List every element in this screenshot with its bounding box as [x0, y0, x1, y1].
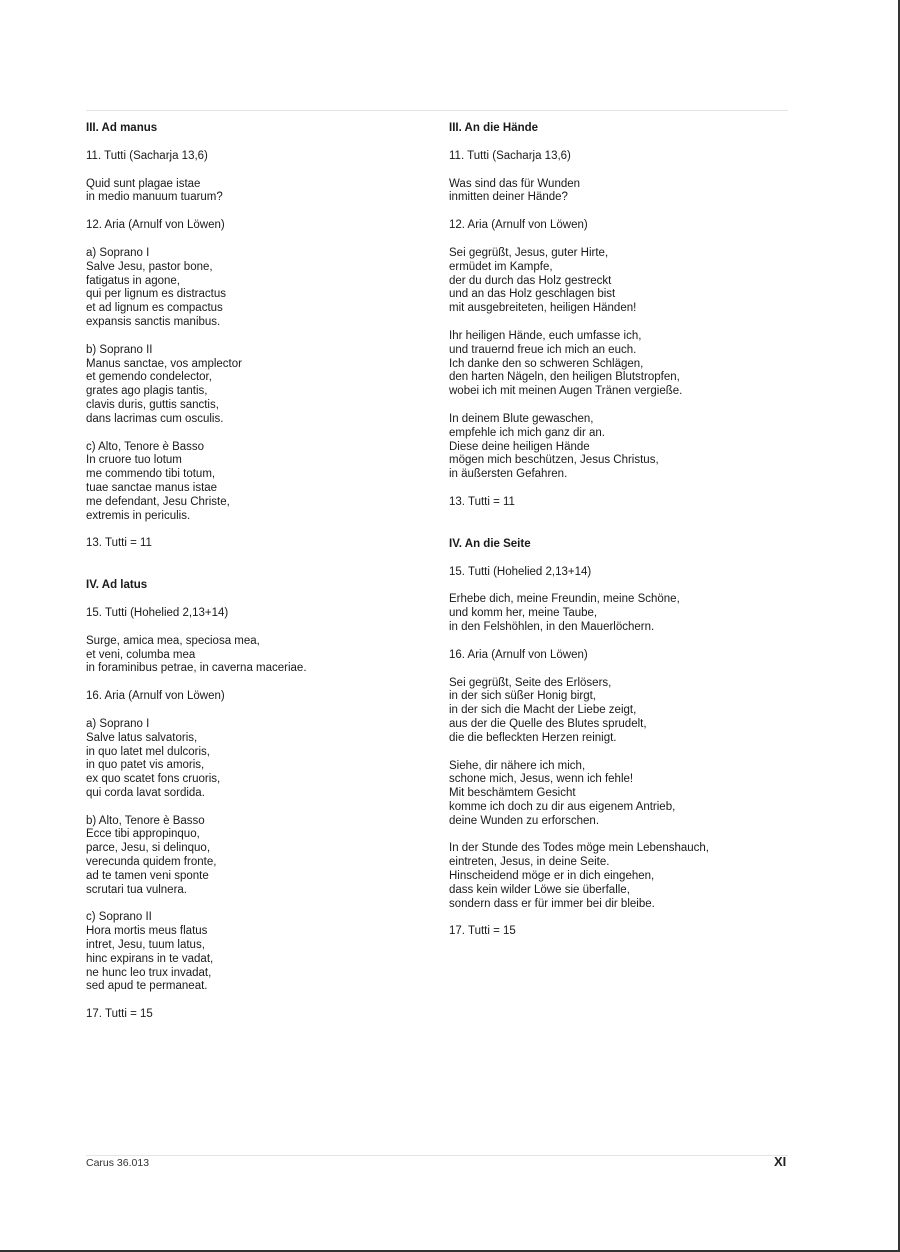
- text-line: in foraminibus petrae, in caverna maceriae.: [86, 662, 307, 675]
- text-line: Siehe, dir nähere ich mich,: [449, 759, 586, 772]
- publisher-reference: Carus 36.013: [86, 1157, 150, 1169]
- movement-label: 12. Aria (Arnulf von Löwen): [86, 219, 225, 232]
- section-heading: III. An die Hände: [449, 122, 539, 134]
- text-line: Ich danke den so schweren Schlägen,: [449, 357, 644, 370]
- text-line: b) Alto, Tenore è Basso: [86, 814, 205, 827]
- text-line: ex quo scatet fons cruoris,: [86, 773, 221, 786]
- text-line: hinc expirans in te vadat,: [86, 952, 214, 965]
- text-line: Hinscheidend möge er in dich eingehen,: [449, 870, 655, 883]
- text-line: in äußersten Gefahren.: [449, 468, 568, 481]
- text-line: und an das Holz geschlagen bist: [449, 288, 616, 301]
- latin-column: [86, 122, 416, 1036]
- text-line: sed apud te permaneat.: [86, 980, 208, 993]
- movement-label: 17. Tutti = 15: [86, 1008, 153, 1021]
- footer-rule: [86, 1155, 788, 1156]
- top-rule: [86, 110, 788, 111]
- section-heading: III. Ad manus: [86, 122, 158, 134]
- text-line: dans lacrimas cum osculis.: [86, 412, 224, 425]
- text-line: in quo latet mel dulcoris,: [86, 745, 211, 758]
- text-line: Surge, amica mea, speciosa mea,: [86, 634, 260, 647]
- text-block: [449, 178, 789, 206]
- text-line: dass kein wilder Löwe sie überfalle,: [449, 883, 630, 896]
- movement-label: 15. Tutti (Hohelied 2,13+14): [449, 565, 592, 578]
- verse-block: [86, 344, 416, 427]
- text-line: qui per lignum es distractus: [86, 288, 226, 301]
- text-line: et ad lignum es compactus: [86, 302, 223, 315]
- verse-block: [449, 677, 789, 746]
- text-line: Salve latus salvatoris,: [86, 731, 198, 744]
- text-line: Sei gegrüßt, Seite des Erlösers,: [449, 676, 612, 689]
- text-line: a) Soprano I: [86, 717, 150, 730]
- text-line: mit ausgebreiteten, heiligen Händen!: [449, 302, 637, 315]
- text-line: b) Soprano II: [86, 343, 153, 356]
- movement-label: 13. Tutti = 11: [86, 537, 152, 550]
- text-line: mögen mich beschützen, Jesus Christus,: [449, 454, 659, 467]
- text-line: et veni, columba mea: [86, 648, 196, 661]
- text-line: der du durch das Holz gestreckt: [449, 274, 612, 287]
- text-line: grates ago plagis tantis,: [86, 385, 208, 398]
- text-line: In cruore tuo lotum: [86, 454, 182, 467]
- text-line: empfehle ich mich ganz dir an.: [449, 426, 605, 439]
- movement-label: 15. Tutti (Hohelied 2,13+14): [86, 606, 229, 619]
- verse-block: [449, 413, 789, 482]
- verse-block: [449, 247, 789, 316]
- text-block: [86, 178, 416, 206]
- text-line: me commendo tibi totum,: [86, 468, 216, 481]
- movement-label: 13. Tutti = 11: [449, 495, 515, 508]
- text-line: und trauernd freue ich mich an euch.: [449, 343, 637, 356]
- text-line: sondern dass er für immer bei dir bleibe.: [449, 897, 655, 910]
- text-line: Salve Jesu, pastor bone,: [86, 260, 213, 273]
- text-line: ad te tamen veni sponte: [86, 869, 209, 882]
- text-line: Hora mortis meus flatus: [86, 925, 208, 938]
- verse-block: [86, 911, 416, 994]
- text-line: inmitten deiner Hände?: [449, 191, 568, 204]
- text-line: In deinem Blute gewaschen,: [449, 412, 594, 425]
- verse-block: [86, 247, 416, 330]
- text-line: deine Wunden zu erforschen.: [449, 814, 600, 827]
- text-line: et gemendo condelector,: [86, 371, 212, 384]
- text-line: clavis duris, guttis sanctis,: [86, 398, 219, 411]
- text-line: Mit beschämtem Gesicht: [449, 787, 576, 800]
- text-line: aus der die Quelle des Blutes sprudelt,: [449, 717, 647, 730]
- verse-block: [449, 760, 789, 829]
- verse-block: [449, 330, 789, 399]
- text-line: expansis sanctis manibus.: [86, 315, 221, 328]
- text-line: qui corda lavat sordida.: [86, 786, 205, 799]
- text-line: den harten Nägeln, den heiligen Blutstropfen,: [449, 371, 680, 384]
- text-line: in der sich die Macht der Liebe zeigt,: [449, 704, 637, 717]
- text-line: fatigatus in agone,: [86, 274, 180, 287]
- text-block: [86, 635, 416, 676]
- text-line: Sei gegrüßt, Jesus, guter Hirte,: [449, 246, 609, 259]
- text-line: Diese deine heiligen Hände: [449, 440, 590, 453]
- text-line: extremis in periculis.: [86, 509, 191, 522]
- movement-label: 12. Aria (Arnulf von Löwen): [449, 219, 588, 232]
- text-line: c) Soprano II: [86, 911, 152, 924]
- text-line: Erhebe dich, meine Freundin, meine Schöne,: [449, 593, 680, 606]
- text-line: Quid sunt plagae istae: [86, 177, 201, 190]
- verse-block: [86, 815, 416, 898]
- text-line: ne hunc leo trux invadat,: [86, 966, 212, 979]
- text-line: wobei ich mit meinen Augen Tränen vergieße.: [449, 385, 683, 398]
- text-line: Manus sanctae, vos amplector: [86, 357, 242, 370]
- text-line: Was sind das für Wunden: [449, 177, 581, 190]
- text-line: Ecce tibi appropinquo,: [86, 828, 200, 841]
- text-line: in quo patet vis amoris,: [86, 759, 205, 772]
- text-line: komme ich doch zu dir aus eigenem Antrieb,: [449, 800, 676, 813]
- movement-label: 11. Tutti (Sacharja 13,6): [86, 149, 208, 162]
- text-line: verecunda quidem fronte,: [86, 856, 217, 869]
- text-block: [449, 593, 789, 634]
- text-line: eintreten, Jesus, in deine Seite.: [449, 856, 610, 869]
- text-line: tuae sanctae manus istae: [86, 481, 218, 494]
- text-line: c) Alto, Tenore è Basso: [86, 440, 205, 453]
- german-column: [449, 122, 789, 953]
- text-line: schone mich, Jesus, wenn ich fehle!: [449, 773, 634, 786]
- section-heading: IV. Ad latus: [86, 579, 148, 592]
- text-line: me defendant, Jesu Christe,: [86, 495, 230, 508]
- section-heading: IV. An die Seite: [449, 537, 531, 550]
- verse-block: [449, 842, 789, 911]
- text-line: a) Soprano I: [86, 246, 150, 259]
- text-line: intret, Jesu, tuum latus,: [86, 939, 205, 952]
- movement-label: 11. Tutti (Sacharja 13,6): [449, 149, 571, 162]
- text-line: in der sich süßer Honig birgt,: [449, 690, 597, 703]
- text-line: in medio manuum tuarum?: [86, 191, 223, 204]
- text-line: die die befleckten Herzen reinigt.: [449, 731, 617, 744]
- text-line: und komm her, meine Taube,: [449, 607, 598, 620]
- text-line: parce, Jesu, si delinquo,: [86, 842, 211, 855]
- text-line: scrutari tua vulnera.: [86, 883, 187, 896]
- verse-block: [86, 718, 416, 801]
- movement-label: 17. Tutti = 15: [449, 925, 516, 938]
- movement-label: 16. Aria (Arnulf von Löwen): [86, 690, 225, 703]
- text-line: Ihr heiligen Hände, euch umfasse ich,: [449, 329, 642, 342]
- text-line: In der Stunde des Todes möge mein Lebenshauch,: [449, 842, 709, 855]
- page-number: XI: [774, 1154, 787, 1169]
- verse-block: [86, 441, 416, 524]
- text-line: ermüdet im Kampfe,: [449, 260, 553, 273]
- movement-label: 16. Aria (Arnulf von Löwen): [449, 648, 588, 661]
- text-line: in den Felshöhlen, in den Mauerlöchern.: [449, 620, 655, 633]
